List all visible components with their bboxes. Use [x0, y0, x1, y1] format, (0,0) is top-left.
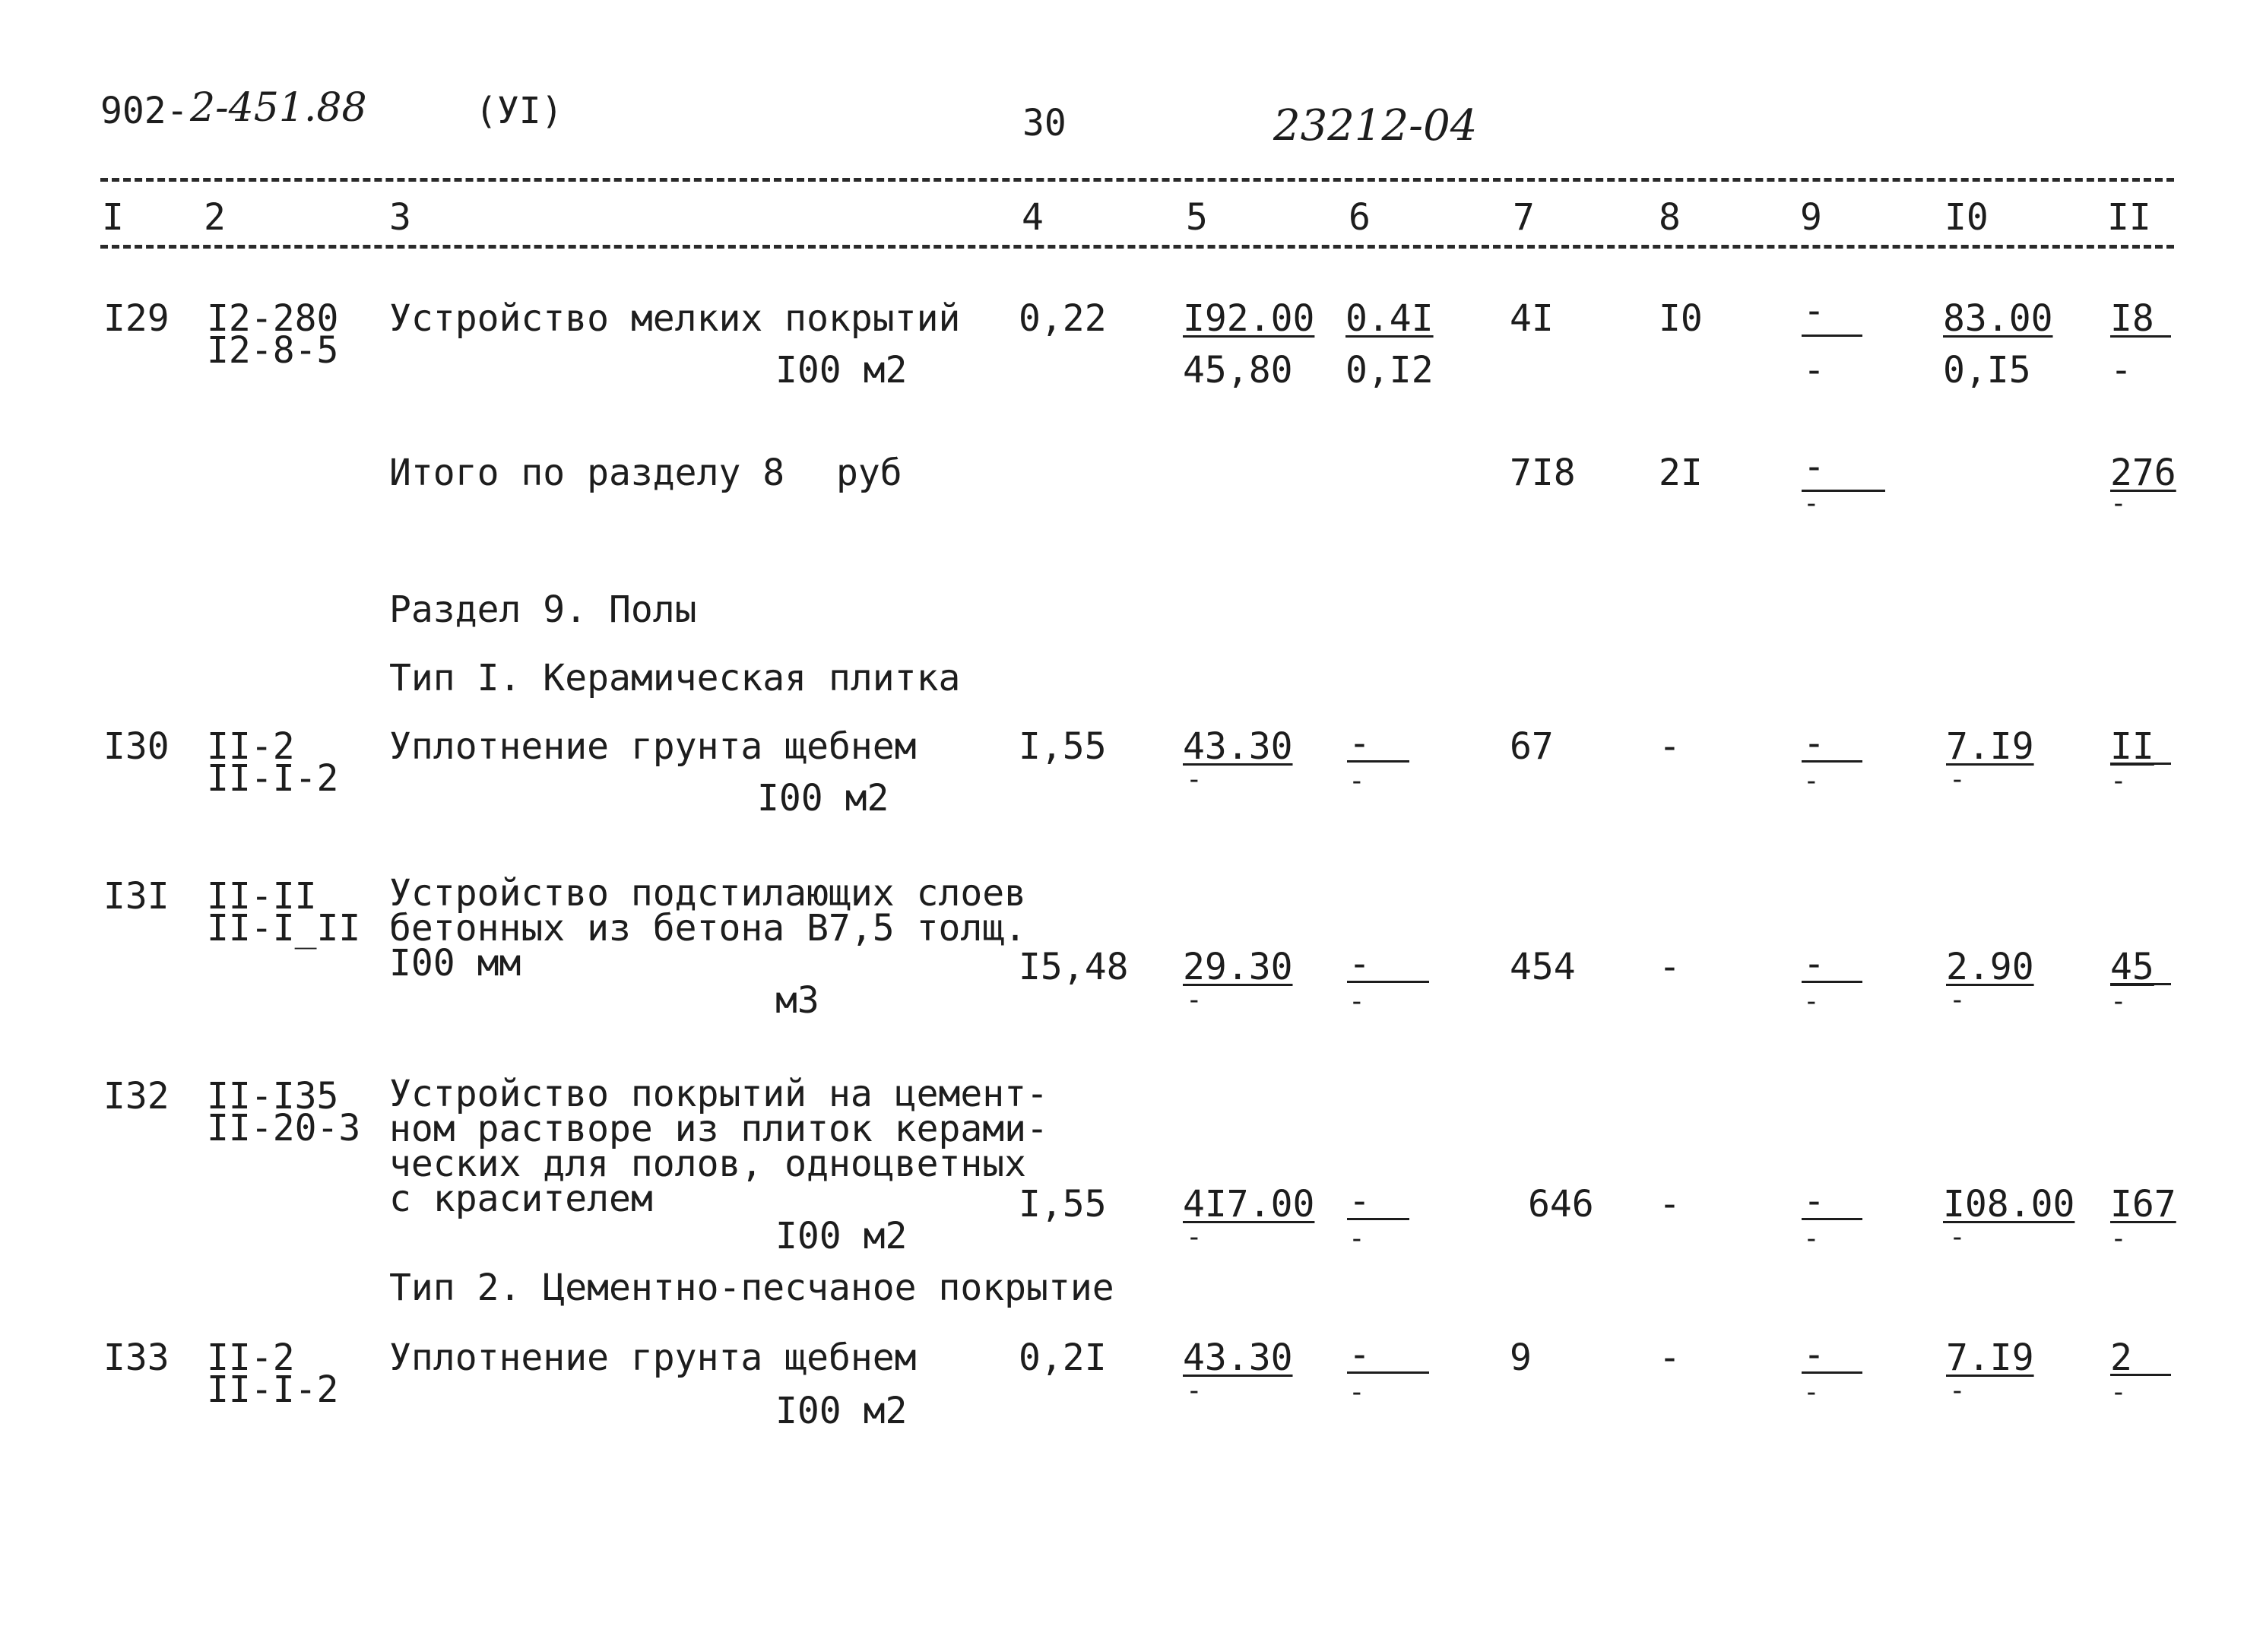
col6-underline	[1347, 981, 1429, 983]
col10-mark: -	[1949, 764, 1966, 795]
col6-mark: -	[1349, 766, 1365, 797]
col10: 2.90	[1946, 946, 2034, 988]
unit-cost-bottom: 45,80	[1183, 349, 1293, 392]
unit-cost: 4I7.00	[1183, 1183, 1315, 1226]
unit-label: I00 м2	[775, 349, 908, 392]
row-number: I30	[103, 725, 170, 768]
col10-mark: -	[1949, 985, 1966, 1016]
col6: -	[1349, 722, 1371, 765]
col9-underline	[1802, 335, 1862, 337]
total-col9: -	[1803, 446, 1825, 488]
type-1-heading: Тип I. Керамическая плитка	[389, 657, 961, 699]
col6-mark: -	[1349, 1223, 1365, 1254]
col9-underline	[1802, 760, 1862, 763]
col6: -	[1349, 1180, 1371, 1222]
col7-total: 9	[1510, 1337, 1532, 1379]
price-code: II-I-2	[207, 1368, 339, 1411]
norm-code: I2-280	[207, 297, 339, 340]
col9: -	[1803, 1180, 1825, 1222]
column-header-11: II	[2107, 196, 2151, 239]
col9: -	[1803, 722, 1825, 765]
col11: 45	[2110, 946, 2154, 988]
col11-mark: -	[2110, 1377, 2127, 1408]
total-col9-mark: -	[1803, 488, 1820, 519]
col11-mark: -	[2110, 1223, 2127, 1254]
header-bottom-divider	[100, 245, 2174, 249]
col11-top: I8	[2110, 297, 2154, 340]
unit-label: I00 м2	[757, 777, 889, 820]
type-2-heading: Тип 2. Цементно-песчаное покрытие	[389, 1267, 1114, 1309]
price-code: I2-8-5	[207, 329, 339, 372]
col7-total: 646	[1528, 1183, 1594, 1226]
doc-code-prefix: 902-	[100, 90, 189, 132]
col9-mark: -	[1803, 766, 1820, 797]
col7-total: 67	[1510, 725, 1554, 768]
unit-cost-mark: -	[1186, 1375, 1203, 1406]
doc-code-handwritten: 2-451.88	[190, 85, 367, 131]
norm-code: II-II	[207, 875, 317, 918]
col11-mark: -	[2110, 766, 2127, 797]
col8: -	[1659, 725, 1681, 768]
col9: -	[1803, 1333, 1825, 1376]
col9-mark: -	[1803, 1377, 1820, 1408]
total-col11: 276	[2110, 452, 2176, 494]
col10-bottom: 0,I5	[1943, 349, 2031, 392]
col6-underline	[1347, 760, 1409, 763]
col9-underline	[1802, 1218, 1862, 1220]
norm-code: II-2	[207, 1337, 295, 1379]
row-number: I32	[103, 1075, 170, 1118]
work-description: Устройство мелких покрытий	[389, 297, 961, 340]
col11-underline	[2110, 763, 2171, 765]
col6-top: 0.4I	[1345, 297, 1434, 340]
col11: 2	[2110, 1337, 2132, 1379]
unit-cost: 29.30	[1183, 946, 1293, 988]
total-unit: руб	[836, 452, 902, 494]
col10-top: 83.00	[1943, 297, 2053, 340]
col10-mark: -	[1949, 1375, 1966, 1406]
col11-mark: -	[2110, 986, 2127, 1017]
column-header-3: 3	[389, 196, 411, 239]
col9-mark: -	[1803, 1223, 1820, 1254]
col6-mark: -	[1349, 1377, 1365, 1408]
quantity: I,55	[1019, 725, 1107, 768]
col11-underline	[2110, 335, 2171, 338]
col6-underline	[1347, 1218, 1409, 1220]
price-code: II-I-2	[207, 757, 339, 800]
col8: -	[1659, 946, 1681, 988]
section-9-heading: Раздел 9. Полы	[389, 588, 697, 631]
col8: -	[1659, 1183, 1681, 1226]
col9-mark: -	[1803, 986, 1820, 1017]
col8: I0	[1659, 297, 1703, 340]
unit-label: I00 м2	[775, 1390, 908, 1432]
col9: -	[1803, 943, 1825, 985]
col10-mark: -	[1949, 1222, 1966, 1253]
col6-underline	[1347, 1371, 1429, 1374]
col10: 7.I9	[1946, 725, 2034, 768]
col6-bottom: 0,I2	[1345, 349, 1434, 392]
column-header-5: 5	[1186, 196, 1208, 239]
column-header-10: I0	[1944, 196, 1989, 239]
total-col11-mark: -	[2110, 488, 2127, 519]
total-col7: 7I8	[1510, 452, 1576, 494]
unit-cost-mark: -	[1186, 985, 1203, 1016]
col10: 7.I9	[1946, 1337, 2034, 1379]
col6: -	[1349, 1333, 1371, 1376]
unit-cost-top: I92.00	[1183, 297, 1315, 340]
col10: I08.00	[1943, 1183, 2075, 1226]
column-header-9: 9	[1800, 196, 1822, 239]
col7-total: 4I	[1510, 297, 1554, 340]
price-code: II-20-3	[207, 1107, 361, 1149]
work-description: Устройство подстилающих слоев бетонных из бетона В7,5 толщ. I00 мм	[389, 872, 1027, 985]
page-number: 30	[1022, 102, 1067, 144]
unit-cost-mark: -	[1186, 764, 1203, 795]
doc-number-handwritten: 23212-04	[1273, 101, 1478, 151]
col11-bottom: -	[2110, 349, 2132, 392]
unit-cost: 43.30	[1183, 725, 1293, 768]
unit-cost-mark: -	[1186, 1222, 1203, 1253]
column-header-4: 4	[1022, 196, 1044, 239]
col7-total: 454	[1510, 946, 1576, 988]
col11-underline	[2110, 983, 2171, 985]
price-code: II-I_II	[207, 907, 361, 950]
column-header-1: I	[102, 196, 124, 239]
unit-cost: 43.30	[1183, 1337, 1293, 1379]
column-header-7: 7	[1513, 196, 1535, 239]
quantity: 0,2I	[1019, 1337, 1107, 1379]
col9-bottom: -	[1803, 349, 1825, 392]
total-col8: 2I	[1659, 452, 1703, 494]
unit-label: I00 м2	[775, 1215, 908, 1257]
col6-mark: -	[1349, 986, 1365, 1017]
col9-underline	[1802, 1371, 1862, 1374]
col11: I67	[2110, 1183, 2176, 1226]
row-number: I3I	[103, 875, 170, 918]
col9-top: -	[1803, 290, 1825, 332]
total-label: Итого по разделу 8	[389, 452, 785, 494]
col6: -	[1349, 943, 1371, 985]
work-description: Уплотнение грунта щебнем	[389, 725, 917, 768]
col11-underline	[2110, 1374, 2171, 1376]
unit-label: м3	[775, 979, 819, 1022]
volume-label: (УI)	[475, 90, 563, 132]
col9-underline	[1802, 981, 1862, 983]
col8: -	[1659, 1337, 1681, 1379]
row-number: I29	[103, 297, 170, 340]
quantity: I,55	[1019, 1183, 1107, 1226]
column-header-8: 8	[1659, 196, 1681, 239]
header-top-divider	[100, 178, 2174, 182]
norm-code: II-2	[207, 725, 295, 768]
col11: II	[2110, 725, 2154, 768]
column-header-6: 6	[1349, 196, 1371, 239]
quantity: 0,22	[1019, 297, 1107, 340]
column-header-2: 2	[204, 196, 226, 239]
work-description: Уплотнение грунта щебнем	[389, 1337, 917, 1379]
quantity: I5,48	[1019, 946, 1129, 988]
work-description: Устройство покрытий на цемент- ном растворе из плиток керами- ческих для полов, одноцветных с красителем	[389, 1073, 1048, 1220]
norm-code: II-I35	[207, 1075, 339, 1118]
row-number: I33	[103, 1337, 170, 1379]
